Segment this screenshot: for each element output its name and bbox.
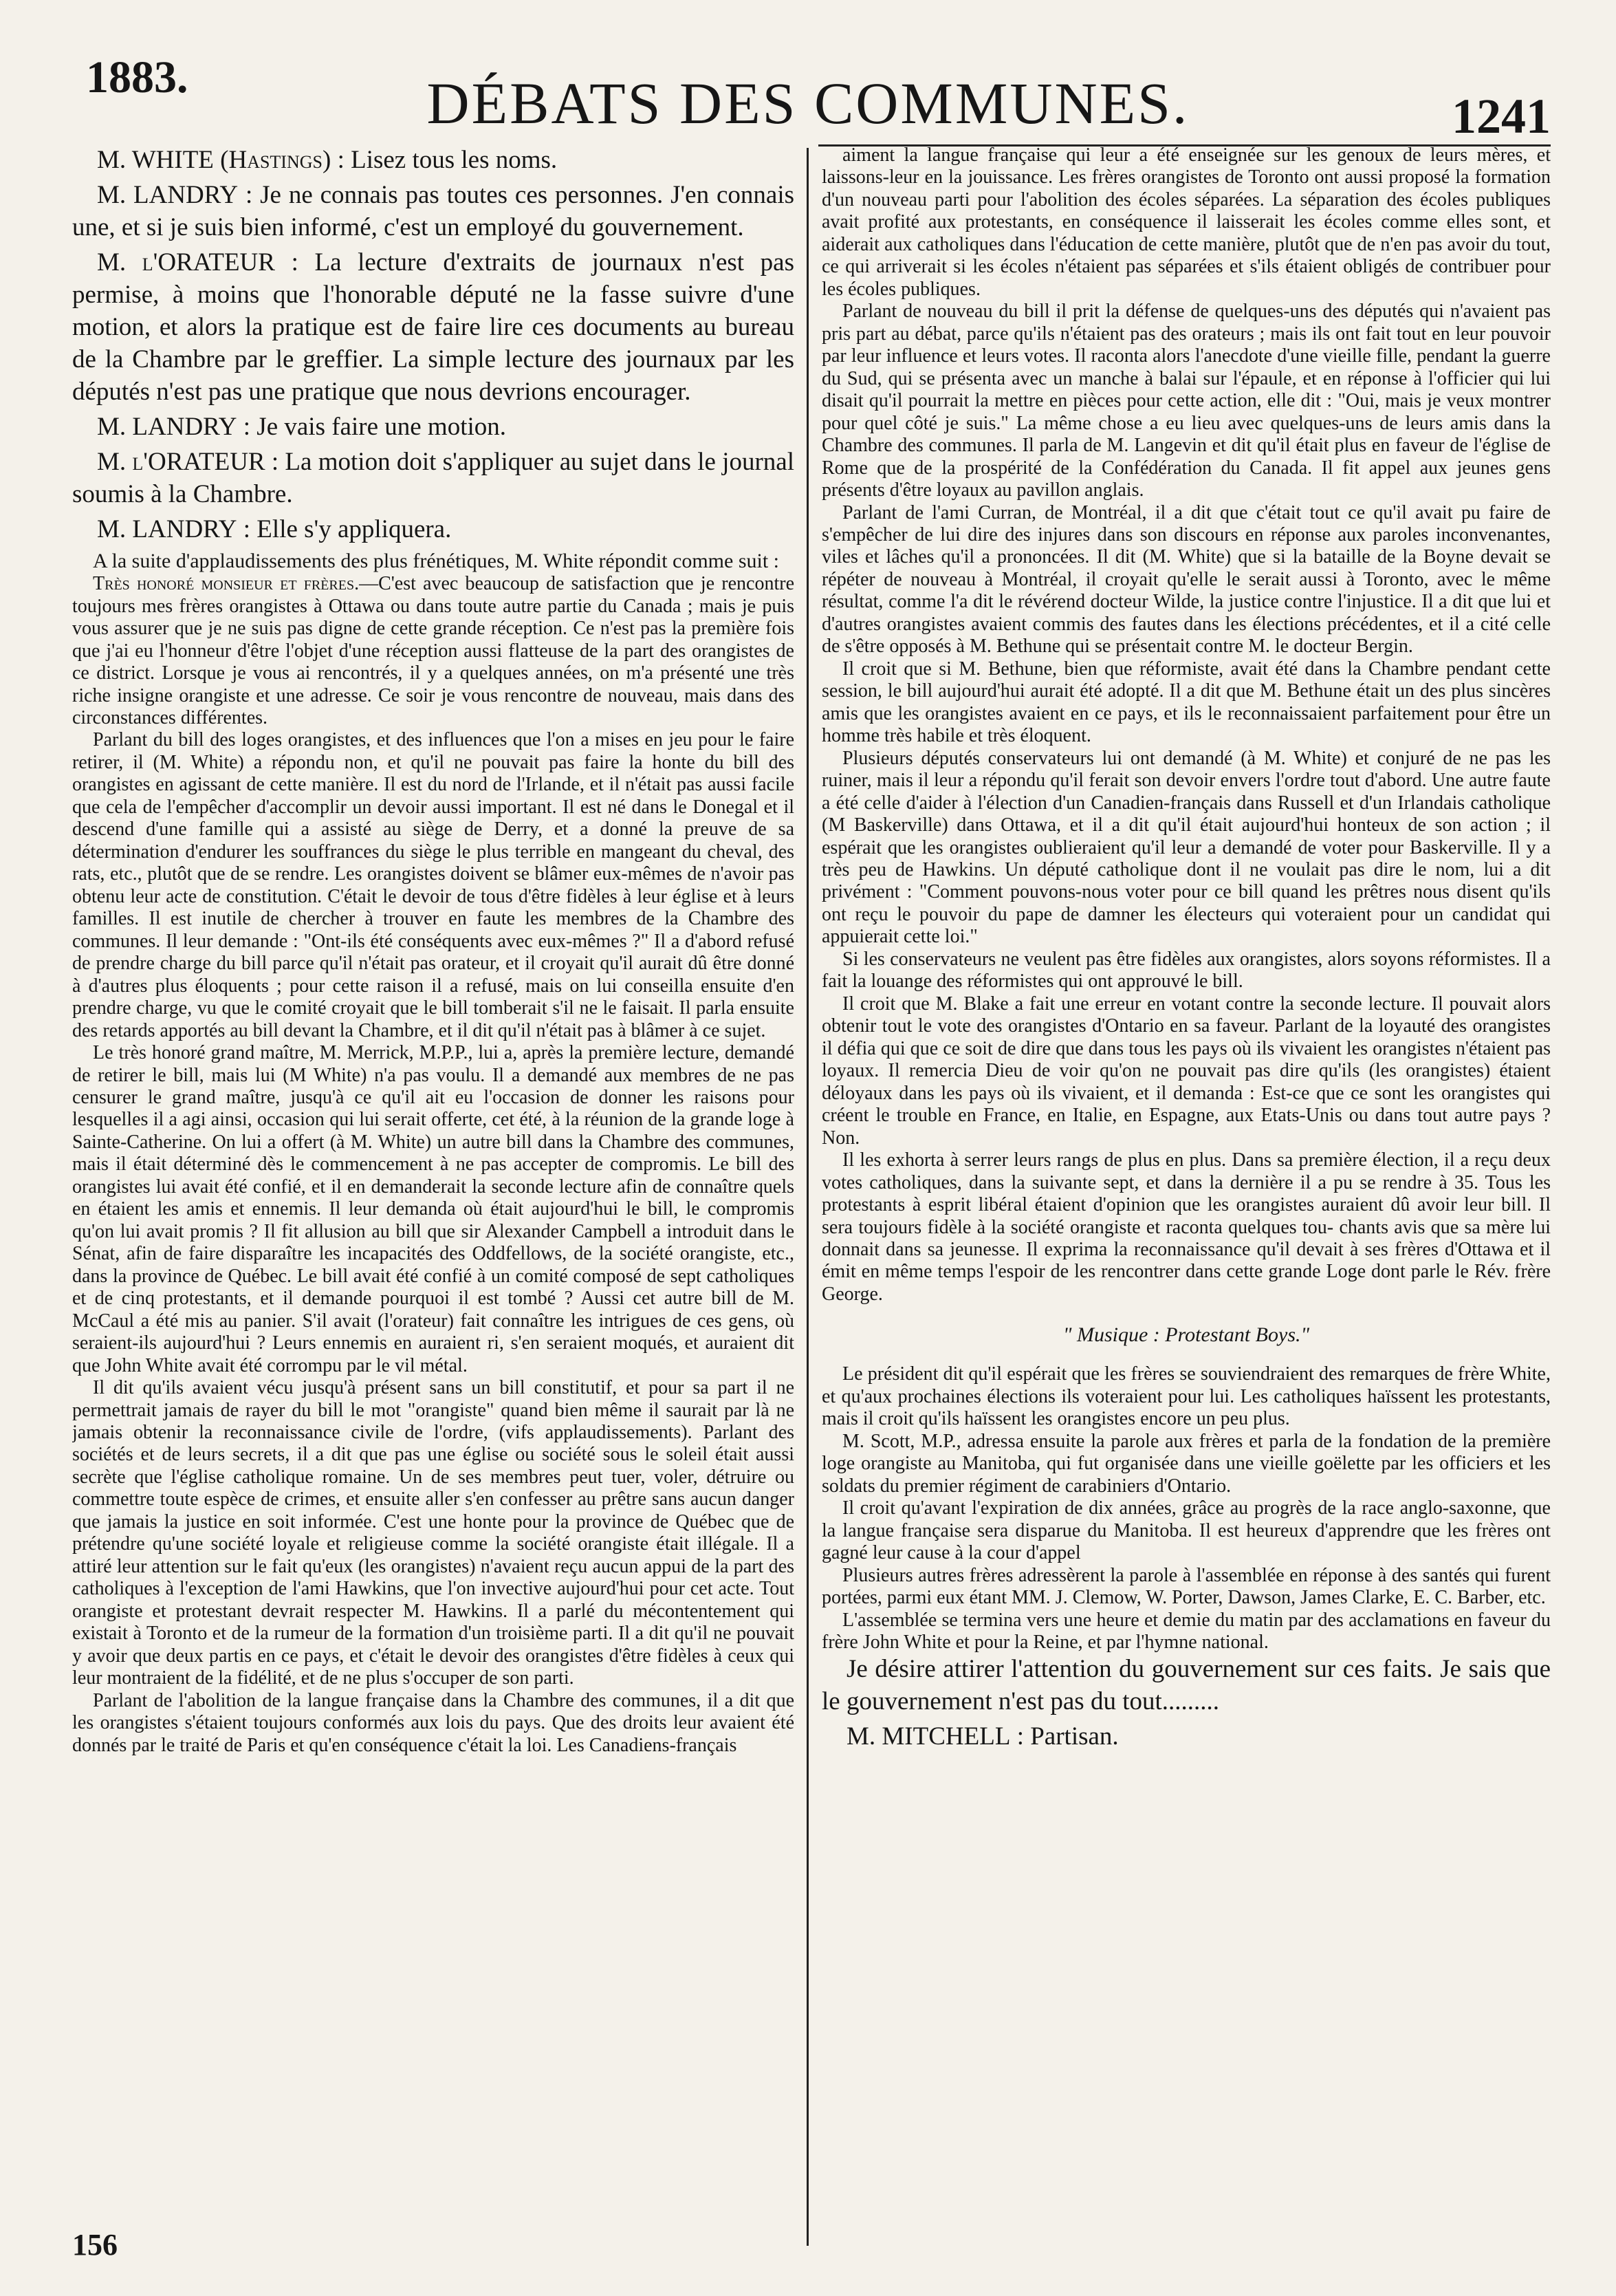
- paragraph-text: Le président dit qu'il espérait que les frères se souviendraient des remarques de frère White, et qu'aux prochaines élections ils voteraient pour lui. Les catholiques haïssent les protestants, mais il croit qu'ils haïssent les orangistes encore un peu plus.: [822, 1363, 1551, 1430]
- header-year: 1883.: [86, 52, 188, 102]
- right-column: [822, 144, 1551, 2249]
- paragraph-text: Plusieurs autres frères adressèrent la parole à l'assemblée en réponse à des santés qui furent portées, parmi eux étant MM. J. Clemow, W. Porter, Dawson, James Clarke, E. C. Barber, etc.: [822, 1564, 1551, 1609]
- paragraph-text: Parlant du bill des loges orangistes, et des influences que l'on a mises en jeu pour le faire retirer, il (M. White) a répondu non, et qu'il ne pouvait pas faire la honte du bill des orangistes en agissant de cette manière. Il est du nord de l'Irlande, et il n'était pas aussi facile que cela de l'empêcher d'accomplir un devoir aussi important. Il est né dans le Donegal et il descend d'une famille qui a assisté au siège de Derry, et a donné la preuve de sa détermination d'endurer les souffrances du siège le plus terrible en mangeant du cheval, des rats, etc., plutôt que de se rendre. Les orangistes doivent se blâmer eux-mêmes de n'avoir pas obtenu leur acte de constitution. C'était le devoir de tous d'être fidèles à leur église et à leurs familles. Il est inutile de chercher à trouver en faute les membres de la Chambre des communes. Il leur demande : "Ont-ils été conséquents avec eux-mêmes ?" Il a d'abord refusé de prendre charge du bill parce qu'il n'était pas orateur, et il croyait qu'il aurait dû être donné à d'autres plus éloquents ; pour cette raison il a refusé, mais on lui conseilla ensuite d'en prendre charge, vu que le comité croyait que le bill tomberait s'il ne le faisait. Il parla ensuite des retards apportés au bill devant la Chambre, et il dit qu'il n'était pas à blâmer à ce sujet.: [72, 729, 794, 1041]
- paragraph: [72, 144, 794, 177]
- signature-number: 156: [72, 2228, 118, 2262]
- paragraph-text: Il croit qu'avant l'expiration de dix années, grâce au progrès de la race anglo-saxonne, que la langue française sera disparue du Manitoba. Il est heureux d'apprendre que les frères ont gagné leur cause à la cour d'appel: [822, 1497, 1551, 1564]
- speaker-name: M. WHITE (Hastings): [97, 146, 331, 174]
- paragraph-text: : La motion doit s'appliquer au sujet dans le journal soumis à la Chambre.: [72, 447, 794, 508]
- paragraph: [822, 1323, 1551, 1347]
- paragraph-text: : Je vais faire une motion.: [237, 412, 507, 441]
- paragraph-text: " Musique : Protestant Boys.": [1062, 1323, 1310, 1347]
- paragraph-text: M. Scott, M.P., adressa ensuite la parole aux frères et parla de la fondation de la première loge orangiste au Manitoba, qui fut organisée dans une vieille goëlette par les officiers et les soldats du premier régiment de carabiniers d'Ontario.: [822, 1430, 1551, 1497]
- paragraph-text: A la suite d'applaudissements des plus frénétiques, M. White répondit comme suit :: [93, 549, 780, 572]
- speaker-name: M. l'ORATEUR: [97, 248, 275, 277]
- paragraph: [72, 729, 794, 1042]
- paragraph-text: Le très honoré grand maître, M. Merrick, M.P.P., lui a, après la première lecture, demandé de retirer le bill, mais lui (M White) n'a pas voulu. Il a demandé aux membres de ne pas censurer le grand maître, jusqu'à ce qu'il ait eu l'occasion de donner les raisons pour lesquelles il a agi ainsi, occasion qui lui serait offerte, cet été, à la réunion de la grande loge à Sainte-Catherine. On lui a offert (à M. White) un autre bill dans la Chambre des communes, mais il était déterminé dès le commencement à ne pas accepter de compromis. Le bill des orangistes lui avait été confié, et il en demanderait la seconde lecture afin de connaître quels en étaient les amis et ennemis. Il leur demanda où était aujourd'hui le bill, le compromis qu'on lui avait promis ? Il fit allusion au bill que sir Alexander Campbell a introduit dans le Sénat, afin de faire disparaître les incapacités des Oddfellows, de la société orangiste, etc., dans la province de Québec. Le bill avait été confié à un comité composé de sept catholiques et de cinq protestants, et il demande pourquoi il est tombé ? Aussi cet autre bill de M. McCaul a été mis au panier. S'il avait (l'orateur) fait connaître les intrigues de ces gens, où seraient-ils aujourd'hui ? Leurs ennemis en auraient ri, s'en seraient moqués, et auraient dit que John White avait été corrompu par le vil métal.: [72, 1042, 794, 1376]
- speaker-name: M. LANDRY: [97, 515, 237, 543]
- paragraph-text: : Elle s'y appliquera.: [237, 515, 452, 543]
- paragraph-text: : Je ne connais pas toutes ces personnes. J'en connais une, et si je suis bien informé, c'est un employé du gouvernement.: [72, 180, 794, 241]
- paragraph: [822, 1610, 1551, 1654]
- speaker-name: M. l'ORATEUR: [97, 447, 265, 476]
- paragraph: [822, 1149, 1551, 1306]
- paragraph: [72, 1377, 794, 1690]
- column-divider: [807, 148, 809, 2246]
- paragraph-text: : Partisan.: [1010, 1722, 1119, 1751]
- paragraph: [822, 301, 1551, 501]
- paragraph-text: Si les conservateurs ne veulent pas être fidèles aux orangistes, alors soyons réformistes. Il a fait la louange des réformistes qui ont approuvé le bill.: [822, 948, 1551, 993]
- paragraph-text: Il croit que M. Blake a fait une erreur en votant contre la seconde lecture. Il pouvait alors obtenir tout le vote des orangistes d'Ontario en sa faveur. Parlant de la loyauté des orangistes il défia qui que ce soit de dire que dans tous les pays où ils vivaient les orangistes n'étaient pas loyaux. Il remercia Dieu de voir qu'on ne pouvait pas dire qu'ils (les orangistes) étaient déloyaux dans les pays où ils vivaient, et il demanda : Est-ce que ce sont les orangistes qui créent le trouble en France, en Italie, en Espagne, aux Etats-Unis ou dans tout autre pays ? Non.: [822, 993, 1551, 1149]
- paragraph-text: Parlant de nouveau du bill il prit la défense de quelques-uns des députés qui n'avaient pas pris part au débat, parce qu'ils n'étaient pas des orateurs ; mais ils ont fait tout en leur pouvoir par leur influence et leurs votes. Il raconta alors l'anecdote d'une vieille fille, pendant la guerre du Sud, qui se présenta avec un manche à balai sur l'épaule, et en réponse à l'officier qui lui disait qu'il pourrait la mettre en pièces pour cette action, elle dit : "Oui, mais je veux montrer pour quel côté je suis." La même chose a eu lieu avec quelques-uns de leurs amis dans la Chambre des communes. Il parla de M. Langevin et dit qu'il était plus en faveur de l'église de Rome que de la prospérité de la Confédération du Canada. Il fit appel aux jeunes gens présents d'être loyaux au pavillon anglais.: [822, 301, 1551, 501]
- paragraph: [822, 1363, 1551, 1430]
- paragraph-text: Il les exhorta à serrer leurs rangs de plus en plus. Dans sa première élection, il a reçu deux votes catholiques, dans la suivante sept, et dans la dernière il a pu se rendre à 35. Tous les protestants à esprit libéral étaient d'opinion que les orangistes auraient dû avoir leur bill. Il sera toujours fidèle à la société orangiste et raconta quelques tou- chants avis que sa mère lui donnait dans sa jeunesse. Il exprima la reconnaissance qu'il devait à ses frères d'Ottawa et il émit en même temps l'espoir de les rencontrer dans cette grande Loge dont parle le Rév. frère George.: [822, 1149, 1551, 1305]
- paragraph: [822, 658, 1551, 748]
- paragraph-text: Parlant de l'ami Curran, de Montréal, il a dit que c'était tout ce qu'il avait pu faire de s'empêcher de lui dire des injures dans son discours en réponse aux paroles inconvenantes, viles et lâches qu'il a prononcées. Il dit (M. White) que si la bataille de la Boyne devait se répéter de nouveau à Montréal, il croyait qu'elle le serait aussi à Toronto, avec le même résultat, comme l'a dit le révérend docteur Wilde, la justice contre l'injustice. Il a dit que lui et d'autres orangistes avaient commis des fautes dans les élections précédentes, et il a cité celle de s'être opposés à M. Bethune qui se présentait contre M. le docteur Bergin.: [822, 501, 1551, 658]
- paragraph-text: .—C'est avec beaucoup de satisfaction que je rencontre toujours mes frères orangistes à Ottawa ou dans toute autre partie du Canada ; mais je puis vous assurer que je ne suis pas digne de cette grande réception. Ce n'est pas la première fois que j'ai eu l'honneur d'être l'objet d'une réception aussi flatteuse de la part des orangistes de ce district. Lorsque je vous ai rencontrés, il y a quelques années, on m'a présenté une très riche insigne orangiste et une adresse. Ce soir je vous rencontre de nouveau, mais dans des circonstances différentes.: [72, 573, 794, 729]
- paragraph: [72, 1690, 794, 1757]
- paragraph-text: L'assemblée se termina vers une heure et demie du matin par des acclamations en faveur du frère John White et pour la Reine, et par l'hymne national.: [822, 1609, 1551, 1653]
- paragraph: [822, 1431, 1551, 1497]
- speaker-name: Très honoré monsieur et frères: [93, 573, 355, 595]
- paragraph: [822, 748, 1551, 949]
- paragraph: [72, 247, 794, 409]
- speaker-name: M. LANDRY: [97, 412, 237, 441]
- paragraph: [822, 1654, 1551, 1718]
- paragraph: [822, 1565, 1551, 1610]
- paragraph: [822, 993, 1551, 1149]
- paragraph: [822, 949, 1551, 993]
- paragraph: [822, 144, 1551, 301]
- paragraph-text: Parlant de l'abolition de la langue française dans la Chambre des communes, il a dit que les orangistes s'étaient toujours conformés aux lois du pays. Que des droits leur avaient été donnés par le traité de Paris et qu'en conséquence c'était la loi. Les Canadiens-français: [72, 1689, 794, 1756]
- paragraph: [72, 180, 794, 244]
- left-column: [72, 144, 794, 2249]
- paragraph-text: Il dit qu'ils avaient vécu jusqu'à présent sans un bill constitutif, et pour sa part il ne permettrait jamais de rayer du bill le mot "orangiste" quand bien même il saurait par là ne jamais obtenir la reconnaissance civile de l'ordre, (vifs applaudissements). Parlant des sociétés et de leurs secrets, il a dit que pas une église ou société sous le soleil était aussi secrète que l'église catholique romaine. Un de ses membres peut tuer, voler, détruire ou commettre toute espèce de crimes, et ensuite aller s'en confesser au prêtre sans aucun danger que jamais la justice en soit informée. C'est une honte pour la province de Québec que de prétendre qu'une société loyale et religieuse comme la société orangiste était illégale. Il a attiré leur attention sur le fait qu'eux (les orangistes) n'avaient reçu aucun appui de la part des catholiques à l'exception de l'ami Hawkins, que l'on invective aujourd'hui pour cet acte. Tout orangiste et protestant devrait respecter M. Hawkins. Il a parlé du mécontentement qui existait à Toronto et de la rumeur de la formation d'un troisième parti. Il a dit qu'il ne pouvait y avoir que deux partis en ce pays, et c'était le devoir des orangistes d'être fidèles à ceux qui leur montraient de la fidélité, et de ne plus s'occuper de son parti.: [72, 1377, 794, 1689]
- paragraph: [72, 514, 794, 546]
- speaker-name: M. MITCHELL: [847, 1722, 1011, 1751]
- paragraph: [72, 1042, 794, 1377]
- paragraph: [72, 573, 794, 729]
- paragraph-text: Je désire attirer l'attention du gouvernement sur ces faits. Je sais que le gouvernement n'est pas du tout.........: [822, 1655, 1551, 1716]
- paragraph: [72, 446, 794, 511]
- paragraph: [822, 1721, 1551, 1753]
- paragraph-text: Plusieurs députés conservateurs lui ont demandé (à M. White) et conjuré de ne pas les ruiner, mais il leur a répondu qu'il ferait son devoir envers l'ordre tout d'abord. Une autre faute a été celle d'aider à l'élection d'un Canadien-français dans Russell et d'un Irlandais catholique (M Baskerville) dans Ottawa, et il a dit qu'il était aujourd'hui honteux de son action ; il espérait que les orangistes oublieraient qu'il leur a demandé de voter pour Baskerville. Il y a très peu de Hawkins. Un député catholique dont il ne voulait pas dire le nom, lui a dit privément : "Comment pouvons-nous voter pour ce bill quand les prêtres nous disent qu'ils ont reçu le pouvoir du pape de damner les électeurs qui voteraient pour un candidat qui appuierait cette loi.": [822, 747, 1551, 948]
- header-title: DÉBATS DES COMMUNES.: [426, 70, 1190, 136]
- paragraph-text: aiment la langue française qui leur a été enseignée sur les genoux de leurs mères, et laissons-leur en la jouissance. Les frères orangistes de Toronto ont aussi proposé la formation d'un nouveau parti pour l'abolition des écoles séparées. La séparation des écoles publiques avait profité aux protestants, en conséquence il laisserait les écoles comme elles sont, et aiderait aux catholiques dans l'éducation de cette manière, plutôt que de n'en pas avoir du tout, ce qui arriverait si les écoles n'étaient pas séparées et s'ils étaient obligés de contribuer pour les écoles publiques.: [822, 144, 1551, 300]
- page-header: [0, 48, 1616, 151]
- header-page-number: 1241: [1452, 89, 1551, 144]
- paragraph: [72, 411, 794, 444]
- paragraph: [822, 1497, 1551, 1564]
- paragraph: [72, 549, 794, 573]
- speaker-name: M. LANDRY: [97, 180, 239, 209]
- paragraph-text: : Lisez tous les noms.: [331, 146, 558, 174]
- paragraph: [822, 502, 1551, 658]
- paragraph-text: Il croit que si M. Bethune, bien que réformiste, avait été dans la Chambre pendant cette session, le bill aujourd'hui aurait été adopté. Il a dit que M. Bethune était un des plus sincères amis que les orangistes avaient en ce pays, et ils le reconnaissaient parfaitement pour être un homme très habile et très éloquent.: [822, 658, 1551, 747]
- paragraph-text: : La lecture d'extraits de journaux n'est pas permise, à moins que l'honorable député ne la fasse suivre d'une motion, et alors la pratique est de faire lire ces documents au bureau de la Chambre par le greffier. La simple lecture des journaux par les députés n'est pas une pratique que nous devrions encourager.: [72, 248, 794, 406]
